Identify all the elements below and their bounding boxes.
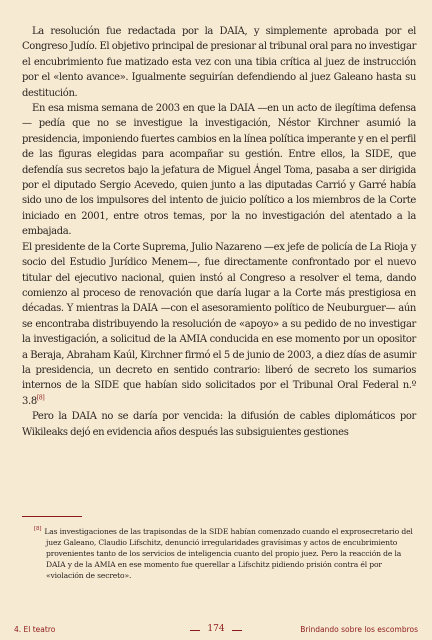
paragraph-1: La resolución fue redactada por la DAIA, y simplemente aprobada por el Congreso Judío. El objetivo principal de presionar al tribunal oral para no investigar el encubrimiento fue matizado esta vez con una tibia crítica al juez de instrucción por el «lento avance». Igualmente seguirían defendiendo al juez Galeano hasta su destitución.	[22, 26, 416, 99]
paragraph-3-text: El presidente de la Corte Suprema, Julio Nazareno —ex jefe de policía de La Rioja y socio del Estudio Jurídico Menem—, fue directamente confrontado por el nuevo titular del ejecutivo nacional, quien instó al Congreso a resolver el tema, dando comienzo al proceso de renovación que daría lugar a la Corte más prestigiosa en décadas. Y mientras la DAIA —con el asesoramiento político de Neuburguer— aún se encontraba distribuyendo la resolución de «apoyo» a su pedido de no investigar la investigación, a solicitud de la AMIA conducida en ese momento por un opositor a Beraja, Abraham Kaúl, Kirchner firmó el 5 de junio de 2003, a diez días de asumir la presidencia, un decreto en sentido contrario: liberó de secreto los sumarios internos de la SIDE que habían sido solicitados por el Tribunal Oral Federal n.º 3.8	[22, 241, 416, 407]
book-title: Brindando sobre los escombros	[300, 625, 418, 634]
footnote-divider	[22, 516, 82, 517]
paragraph-2: En esa misma semana de 2003 en que la DAIA —en un acto de ilegítima defensa— pedía que no se investigue la investigación, Néstor Kirchner asumió la presidencia, imponiendo fuertes cambios en la línea política imperante y en el perfil de las figuras elegidas para acompañar su gestión. Entre ellos, la SIDE, que defendía sus secretos bajo la jefatura de Miguel Ángel Toma, pasaba a ser dirigida por el diputado Sergio Acevedo, quien junto a las diputadas Carrió y Garré había sido uno de los impulsores del intento de juicio político a los miembros de la Corte iniciado en 2001, entre otros temas, por la no investigación del atentado a la embajada.	[22, 103, 416, 238]
paragraph-3	[22, 240, 416, 409]
paragraph-4: Pero la DAIA no se daría por vencida: la difusión de cables diplomáticos por Wikileaks dejó en evidencia años después las subsiguientes gestiones	[22, 411, 416, 438]
footnote-text: Las investigaciones de las trapisondas de la SIDE habían comenzado cuando el exprosecretario del juez Galeano, Claudio Lifschitz, denunció irregularidades gravísimas y actos de encubrimiento provenientes tanto de los servicios de inteligencia cuanto del propio juez. Pero la reacción de la DAIA y de la AMIA en ese momento fue querellar a Lifschitz pidiendo prisión contra él por «violación de secreto».	[44, 527, 413, 580]
chapter-title: 4. El teatro	[14, 625, 56, 634]
page-number: 174	[207, 624, 225, 634]
page-footer	[0, 623, 432, 637]
footnote-reference[interactable]: [8]	[36, 394, 45, 402]
footnote	[34, 526, 416, 581]
page-number-dash-right	[232, 630, 242, 631]
footnote-mark: [8]	[34, 526, 42, 533]
body-text	[22, 24, 416, 440]
